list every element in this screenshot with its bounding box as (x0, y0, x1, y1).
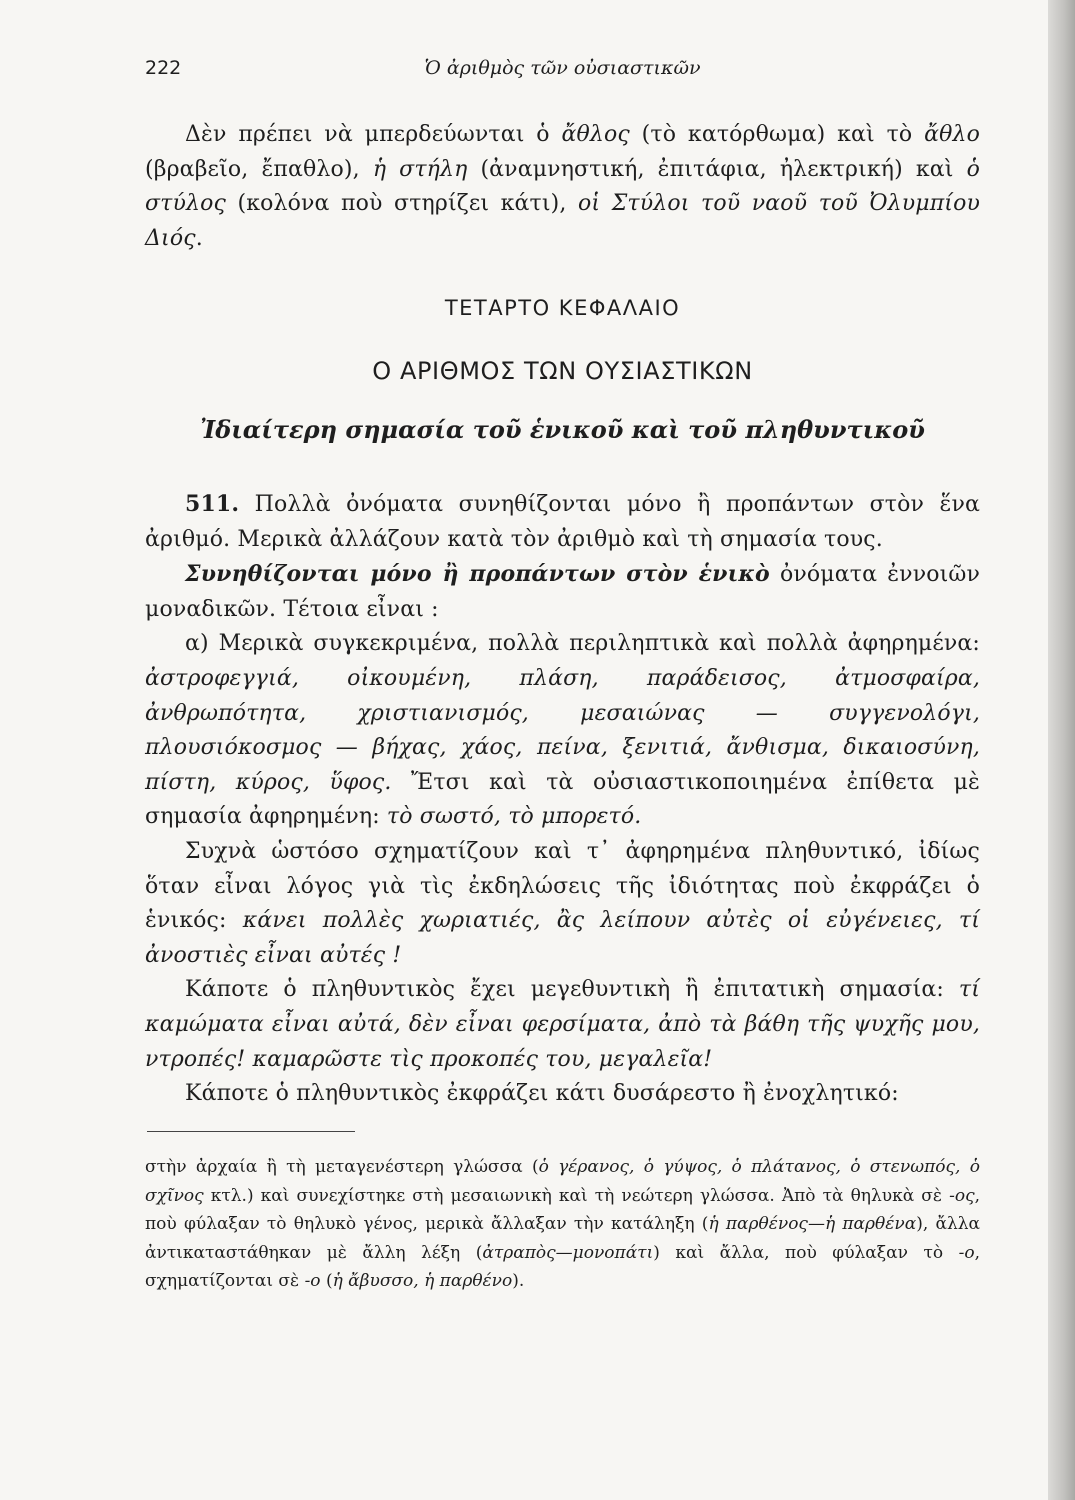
page-number: 222 (145, 57, 182, 79)
footnote (145, 1153, 980, 1296)
intro-paragraph-block (145, 118, 980, 256)
paragraph-unpleasant-plural: Κάποτε ὁ πληθυντικὸς ἐκφράζει κάτι δυσάρεστο ἢ ἐνοχλητικό: (185, 1081, 899, 1107)
chapter-title: Ο ΑΡΙΘΜΟΣ ΤΩΝ ΟΥΣΙΑΣΤΙΚΩΝ (372, 357, 753, 385)
footnote-text: στὴν ἀρχαία ἢ τὴ μεταγενέστερη γλώσσα (ὁ γέρανος, ὁ γύψος, ὁ πλάτανος, ὁ στενωπός, ὁ σχῖνος κτλ.) καὶ συνεχίστηκε στὴ μεσαιωνικὴ καὶ τὴ νεώτερη γλώσσα. Ἀπὸ τὰ θηλυκὰ σὲ -ος, ποὺ φύλαξαν τὸ θηλυκὸ γένος, μερικὰ ἄλλαξαν τὴν κατάληξη (ἡ παρθένος—ἡ παρθένα), ἄλλα ἀντικαταστάθηκαν μὲ ἄλλη λέξη (ἀτραπὸς—μονοπάτι) καὶ ἄλλα, ποὺ φύλαξαν τὸ -ο, σχηματίζονται σὲ -ο (ἡ ἄβυσσο, ἡ παρθένο). (145, 1157, 981, 1291)
paragraph-augmentative-plural: Κάποτε ὁ πληθυντικὸς ἔχει μεγεθυντικὴ ἢ ἐπιτατικὴ σημασία: τί καμώματα εἶναι αὐτά, δὲν εἶναι φερσίματα, ἀπὸ τὰ βάθη τῆς ψυχῆς μου, ντροπές! καμαρῶστε τὶς προκοπές του, μεγαλεῖα! (145, 977, 980, 1072)
paragraph-singular-only: Συνηθίζονται μόνο ἢ προπάντων στὸν ἑνικὸ ὀνόματα ἐννοιῶν μοναδικῶν. Τέτοια εἶναι : (145, 561, 980, 622)
book-gutter-shadow (1048, 0, 1075, 1500)
intro-paragraph: Δὲν πρέπει νὰ μπερδεύωνται ὁ ἄθλος (τὸ κατόρθωμα) καὶ τὸ ἄθλο (βραβεῖο, ἔπαθλο), ἡ στήλη (ἀναμνηστική, ἐπιτάφια, ἠλεκτρική) καὶ ὁ στύλος (κολόνα ποὺ στηρίζει κάτι), οἱ Στύλοι τοῦ ναοῦ τοῦ Ὀλυμπίου Διός. (145, 122, 981, 251)
running-title: Ὁ ἀριθμὸς τῶν οὐσιαστικῶν (424, 57, 701, 79)
paragraph-abstract-nouns: α) Μερικὰ συγκεκριμένα, πολλὰ περιληπτικὰ καὶ πολλὰ ἀφηρημένα: ἀστροφεγγιά, οἰκουμένη, πλάση, παράδεισος, ἀτμοσφαίρα, ἀνθρωπότητα, χριστιανισμός, μεσαιώνας — συγγενολόγι, πλουσιόκοσμος — βήχας, χάος, πείνα, ξενιτιά, ἄνθισμα, δικαιοσύνη, πίστη, κύρος, ὕφος. Ἔτσι καὶ τὰ οὐσιαστικοποιημένα ἐπίθετα μὲ σημασία ἀφηρημένη: τὸ σωστό, τὸ μπορετό. (145, 631, 981, 830)
paragraph-511-intro: 511. Πολλὰ ὀνόματα συνηθίζονται μόνο ἢ προπάντων στὸν ἕνα ἀριθμό. Μερικὰ ἀλλάζουν κατὰ τὸν ἀριθμὸ καὶ τὴ σημασία τους. (145, 491, 980, 552)
paragraph-plural-abstracts: Συχνὰ ὡστόσο σχηματίζουν καὶ τ᾿ ἀφηρημένα πληθυντικό, ἰδίως ὅταν εἶναι λόγος γιὰ τὶς ἐκδηλώσεις τῆς ἰδιότητας ποὺ ἐκφράζει ὁ ἑνικός: κάνει πολλὲς χωριατιές, ἂς λείπουν αὐτὲς οἱ εὐγένειες, τί ἀνοστιὲς εἶναι αὐτές ! (145, 838, 980, 968)
footnote-divider (147, 1131, 355, 1132)
running-header (145, 57, 980, 87)
section-511-body (145, 487, 980, 1112)
chapter-label: ΤΕΤΑΡΤΟ ΚΕΦΑΛΑΙΟ (444, 296, 681, 320)
section-heading: Ἰδιαίτερη σημασία τοῦ ἑνικοῦ καὶ τοῦ πληθυντικοῦ (200, 415, 925, 444)
section-number: 511. (185, 491, 240, 517)
